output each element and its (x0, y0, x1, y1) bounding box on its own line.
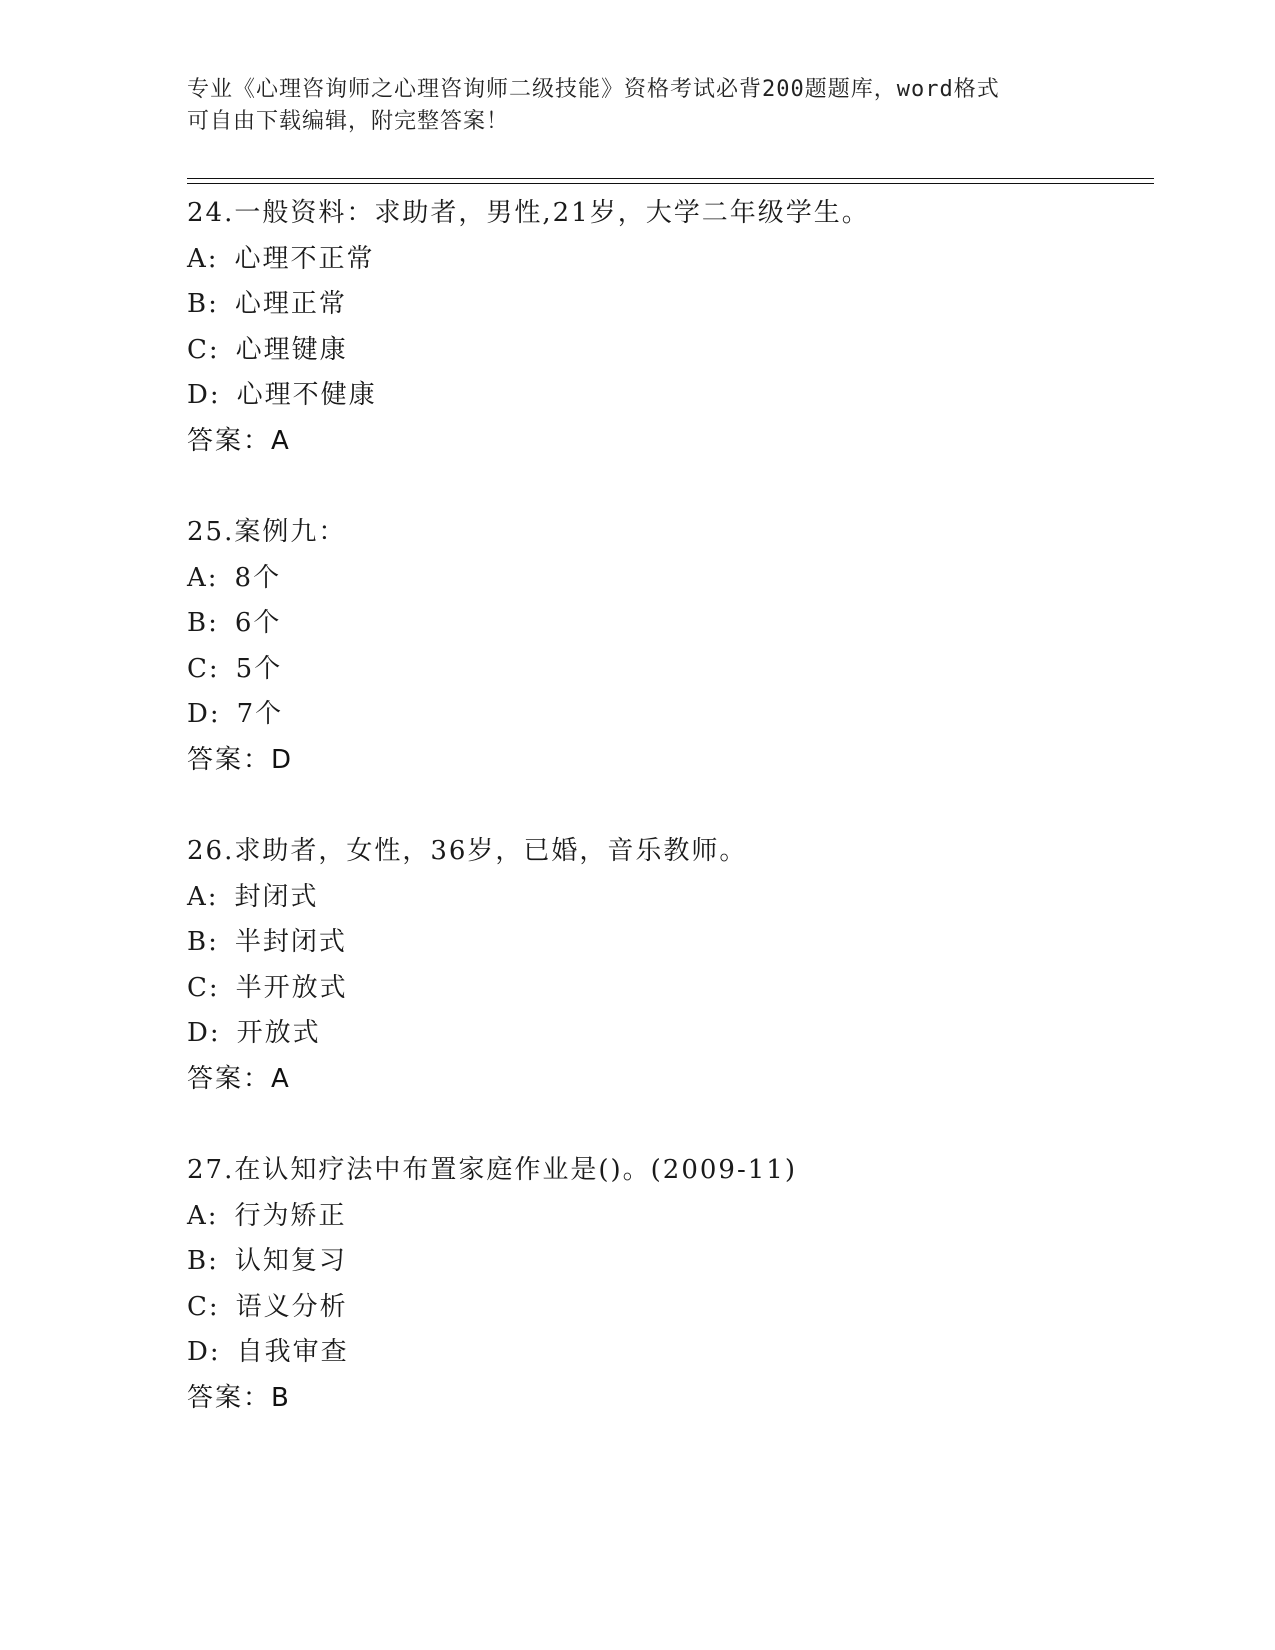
option-c (187, 647, 1147, 693)
option-letter: B: (187, 608, 219, 638)
option-letter: D: (187, 1018, 221, 1048)
answer-key: 答案：A (187, 425, 291, 456)
option-a (187, 556, 1147, 602)
option-letter: A: (187, 1200, 219, 1231)
option-text: 开放式 (236, 1018, 321, 1048)
option-c (187, 1285, 1147, 1331)
option-text: 半封闭式 (234, 927, 347, 957)
option-letter: A: (187, 562, 219, 593)
header-divider-bottom (187, 183, 1154, 184)
option-text: 行为矫正 (234, 1200, 347, 1231)
option-text: 语义分析 (235, 1291, 348, 1322)
option-letter: A: (187, 881, 219, 912)
option-letter: C: (187, 653, 220, 684)
option-text: 7个 (236, 699, 284, 729)
option-letter: D: (187, 699, 221, 729)
option-d (187, 1011, 1147, 1057)
option-text: 心理不健康 (236, 380, 377, 410)
option-letter: D: (187, 380, 221, 410)
option-letter: B: (187, 289, 219, 319)
option-b (187, 920, 1147, 966)
question-stem: 27.在认知疗法中布置家庭作业是()。(2009-11) (187, 1155, 797, 1185)
option-text: 6个 (234, 608, 282, 638)
option-text: 8个 (234, 562, 282, 593)
option-text: 5个 (235, 653, 283, 684)
option-letter: C: (187, 334, 220, 365)
answer-key: 答案：A (187, 1063, 291, 1094)
option-letter: D: (187, 1337, 221, 1367)
option-letter: B: (187, 1246, 219, 1276)
option-b (187, 1239, 1147, 1285)
option-letter: A: (187, 243, 219, 274)
question-stem: 26.求助者，女性，36岁，已婚，音乐教师。 (187, 836, 748, 866)
option-c (187, 328, 1147, 374)
option-a (187, 1194, 1147, 1240)
option-a (187, 237, 1147, 283)
answer-key: 答案：D (187, 744, 294, 775)
option-text: 自我审查 (236, 1337, 349, 1367)
option-text: 认知复习 (234, 1246, 347, 1276)
option-d (187, 373, 1147, 419)
option-d (187, 692, 1147, 738)
option-a (187, 875, 1147, 921)
question-list (187, 191, 1147, 1467)
option-text: 封闭式 (234, 881, 319, 912)
question-25 (187, 510, 1147, 783)
option-d (187, 1330, 1147, 1376)
option-text: 心理不正常 (234, 243, 375, 274)
option-text: 半开放式 (235, 972, 348, 1003)
question-stem: 25.案例九： (187, 517, 347, 547)
option-letter: C: (187, 972, 220, 1003)
option-text: 心理键康 (235, 334, 348, 365)
option-letter: C: (187, 1291, 220, 1322)
header-line-1: 专业《心理咨询师之心理咨询师二级技能》资格考试必背200题题库，word格式 (187, 77, 1000, 102)
question-stem: 24.一般资料：求助者，男性,21岁，大学二年级学生。 (187, 198, 870, 228)
option-text: 心理正常 (234, 289, 347, 319)
option-c (187, 966, 1147, 1012)
answer-key: 答案：B (187, 1382, 291, 1413)
option-b (187, 282, 1147, 328)
question-27 (187, 1148, 1147, 1421)
header-line-2: 可自由下载编辑，附完整答案！ (187, 109, 510, 134)
option-letter: B: (187, 927, 219, 957)
document-header (187, 74, 1087, 138)
option-b (187, 601, 1147, 647)
header-divider-top (187, 178, 1154, 179)
question-24 (187, 191, 1147, 464)
question-26 (187, 829, 1147, 1102)
